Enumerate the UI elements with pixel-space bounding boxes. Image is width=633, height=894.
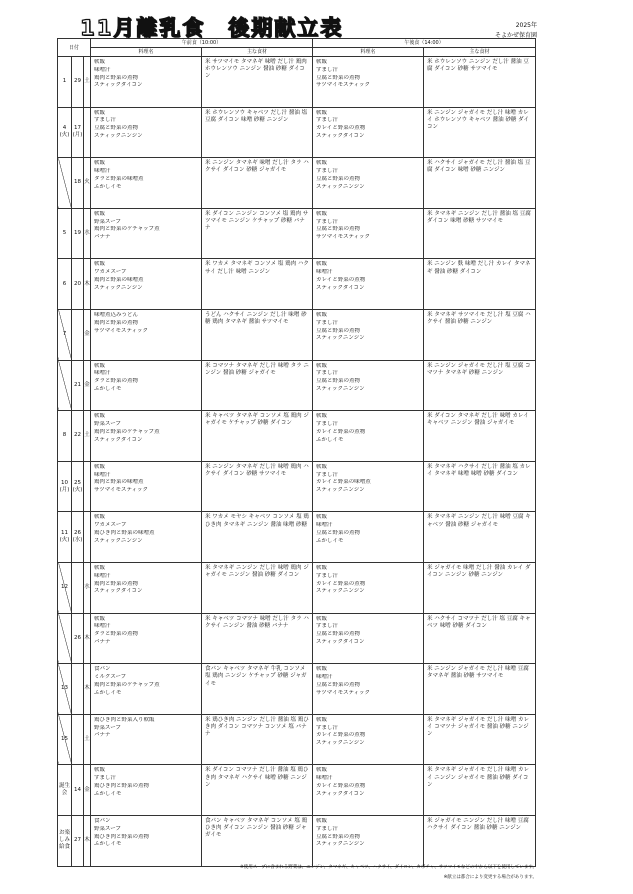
lunch-dish: すまし汁 <box>94 117 117 124</box>
lunch-dish: 食パン <box>94 817 111 824</box>
snack-menu-cell <box>313 512 424 563</box>
lunch-menu-cell <box>91 360 202 411</box>
snack-ingredients-cell: 米 ニンジン ジャガイモ だし汁 味噌 豆腐 タマネギ 醤油 砂糖 サツマイモ <box>424 664 536 715</box>
snack-ingredients-cell: 米 ホウレンソウ ニンジン だし汁 醤油 豆腐 ダイコン 砂糖 サツマイモ <box>424 57 536 108</box>
lunch-dish: ふかしイモ <box>94 385 122 392</box>
lunch-menu-cell <box>91 765 202 816</box>
lunch-dish: 野菜スープ <box>94 825 121 832</box>
weekday-cell: 金 <box>84 309 91 360</box>
snack-dish: 味噌汁 <box>316 775 333 782</box>
date-cell: 13 <box>58 664 72 715</box>
lunch-dish: 鶏ひき肉と野菜の煮物 <box>94 782 150 789</box>
menu-row <box>58 208 536 259</box>
lunch-ingredients-cell: 米 ニンジン タマネギ 味噌 だし汁 タラ ハクサイ ダイコン 砂糖 ジャガイモ <box>202 158 313 209</box>
snack-dish: 豆腐と野菜の煮物 <box>316 327 361 334</box>
snack-menu-cell <box>313 815 424 866</box>
lunch-dish: タラと野菜の味噌煮 <box>94 175 144 182</box>
lunch-dish: 鶏肉と野菜の味噌煮 <box>94 479 144 486</box>
snack-dish: すまし汁 <box>316 572 339 579</box>
menu-table <box>57 38 535 867</box>
lunch-menu-cell <box>91 411 202 462</box>
lunch-dish: 鶏肉と野菜の煮物 <box>94 580 139 587</box>
snack-dish: すまし汁 <box>316 66 339 73</box>
snack-dish: 豆腐と野菜の煮物 <box>316 681 361 688</box>
lunch-dish: 味噌汁 <box>94 167 111 174</box>
day-cell <box>72 714 84 765</box>
snack-menu-cell <box>313 309 424 360</box>
snack-dish: カレイと野菜の煮物 <box>316 428 366 435</box>
snack-dish: 味噌汁 <box>316 269 333 276</box>
lunch-dish: ふかしイモ <box>94 183 122 190</box>
snack-dish: 味噌汁 <box>316 673 333 680</box>
weekday-cell: 金 <box>84 360 91 411</box>
date-cell <box>58 360 72 411</box>
day-cell <box>72 309 84 360</box>
lunch-dish: 軟飯 <box>94 261 106 268</box>
snack-ingredients-cell: 米 タマネギ ニンジン だし汁 味噌 豆腐 キャベツ 醤油 砂糖 ジャガイモ <box>424 512 536 563</box>
menu-row <box>58 461 536 512</box>
lunch-dish: 鶏肉と野菜の煮物 <box>94 74 139 81</box>
date-cell: 誕生会 <box>58 765 72 816</box>
lunch-menu-cell <box>91 815 202 866</box>
date-cell: 11 (火) <box>58 512 72 563</box>
snack-menu-cell <box>313 107 424 158</box>
header-lunch-ingredients: 主な食材 <box>202 48 313 57</box>
weekday-cell <box>84 107 91 158</box>
snack-dish: 軟飯 <box>316 59 328 65</box>
snack-dish: 豆腐と野菜の煮物 <box>316 378 361 385</box>
footnote-notice: ※献立は都合により変更する場合があります。 <box>443 875 537 880</box>
page-title: 11月離乳食 後期献立表 <box>80 16 344 40</box>
weekday-cell: 水 <box>84 562 91 613</box>
snack-dish: 軟飯 <box>316 413 328 420</box>
lunch-dish: 豆腐と野菜の煮物 <box>94 125 139 132</box>
day-cell: 29 <box>72 57 84 108</box>
lunch-menu-cell <box>91 512 202 563</box>
snack-menu-cell <box>313 765 424 816</box>
snack-dish: 豆腐と野菜の煮物 <box>316 74 361 81</box>
lunch-dish: 軟飯 <box>94 564 106 571</box>
day-cell: 14 <box>72 765 84 816</box>
date-cell: 1 <box>58 57 72 108</box>
lunch-dish: タラと野菜の煮物 <box>94 631 139 638</box>
lunch-dish: すまし汁 <box>94 775 117 782</box>
lunch-dish: 鶏肉と野菜の煮物 <box>94 319 139 326</box>
day-cell: 20 <box>72 259 84 310</box>
snack-dish: すまし汁 <box>316 471 339 478</box>
day-cell: 26 (水) <box>72 512 84 563</box>
lunch-dish: 軟飯 <box>94 767 106 774</box>
lunch-menu-cell <box>91 664 202 715</box>
snack-dish: 味噌汁 <box>316 522 333 529</box>
lunch-dish: 軟飯 <box>94 413 106 420</box>
lunch-menu-cell <box>91 461 202 512</box>
lunch-ingredients-cell: 米 鶏ひき肉 ニンジン だし汁 醤油 塩 鶏ひき肉 ダイコン コマツナ コンソメ 塩 バナナ <box>202 714 313 765</box>
lunch-ingredients-cell: 米 タマネギ ニンジン だし汁 味噌 鶏肉 ジャガイモ ニンジン 醤油 砂糖 ダイコン <box>202 562 313 613</box>
lunch-dish: 味噌汁 <box>94 66 111 73</box>
lunch-ingredients-cell: 米 サツマイモ タマネギ 味噌 だし汁 鶏肉 ホウレンソウ ニンジン 醤油 砂糖 ダイコン <box>202 57 313 108</box>
lunch-menu-cell <box>91 107 202 158</box>
lunch-dish: 鶏肉と野菜のケチャップ煮 <box>94 681 160 688</box>
snack-ingredients-cell: 米 タマネギ ニンジン だし汁 醤油 塩 豆腐 ダイコン 味噌 砂糖 サツマイモ <box>424 208 536 259</box>
lunch-dish: 鶏肉と野菜の味噌煮 <box>94 276 144 283</box>
snack-dish: すまし汁 <box>316 218 339 225</box>
lunch-dish: バナナ <box>94 638 111 645</box>
snack-ingredients-cell: 米 タマネギ サツマイモ だし汁 塩 豆腐 ハクサイ 醤油 砂糖 ニンジン <box>424 309 536 360</box>
lunch-menu-cell <box>91 208 202 259</box>
day-cell: 22 <box>72 411 84 462</box>
snack-dish: カレイと野菜の煮物 <box>316 732 366 739</box>
lunch-ingredients-cell: 米 ニンジン タマネギ だし汁 味噌 鶏肉 ハクサイ ダイコン 砂糖 サツマイモ <box>202 461 313 512</box>
lunch-dish: スティックダイコン <box>94 82 143 89</box>
menu-row <box>58 158 536 209</box>
menu-row <box>58 259 536 310</box>
menu-row <box>58 360 536 411</box>
header-snack-menu: 料理名 <box>313 48 424 57</box>
lunch-dish: スティックダイコン <box>94 588 143 595</box>
snack-menu-cell <box>313 360 424 411</box>
day-cell <box>72 562 84 613</box>
snack-dish: スティックニンジン <box>316 841 365 848</box>
header-snack: 午後食（14:00） <box>313 39 536 48</box>
day-cell: 17 (月) <box>72 107 84 158</box>
weekday-cell: 土 <box>84 411 91 462</box>
snack-dish: すまし汁 <box>316 370 339 377</box>
snack-dish: すまし汁 <box>316 420 339 427</box>
lunch-dish: ワカメスープ <box>94 522 127 529</box>
snack-menu-cell <box>313 714 424 765</box>
date-cell: 5 <box>58 208 72 259</box>
lunch-menu-cell <box>91 613 202 664</box>
snack-dish: すまし汁 <box>316 724 339 731</box>
snack-dish: 軟飯 <box>316 160 328 167</box>
lunch-ingredients-cell: 米 ワカメ モヤシ キャベツ コンソメ 塩 鶏ひき肉 タマネギ ニンジン 醤油 味噌 砂糖 <box>202 512 313 563</box>
lunch-dish: 野菜スープ <box>94 218 121 225</box>
day-cell: 25 (火) <box>72 461 84 512</box>
lunch-dish: ふかしイモ <box>94 790 122 797</box>
lunch-dish: ふかしイモ <box>94 841 122 848</box>
lunch-dish: 味噌汁 <box>94 623 111 630</box>
lunch-dish: 鶏ひき肉と野菜入り軟飯 <box>94 716 155 723</box>
date-cell: 15 <box>58 714 72 765</box>
lunch-dish: ふかしイモ <box>94 689 122 696</box>
snack-ingredients-cell: 米 ニンジン ジャガイモ だし汁 味噌 カレイ ホウレンソウ キャベツ 醤油 砂糖 ダイコン <box>424 107 536 158</box>
weekday-cell <box>84 461 91 512</box>
menu-row <box>58 613 536 664</box>
snack-dish: ふかしイモ <box>316 436 344 443</box>
menu-row <box>58 309 536 360</box>
menu-row <box>58 714 536 765</box>
lunch-dish: 食パン <box>94 666 111 673</box>
snack-dish: スティックダイコン <box>316 638 365 645</box>
snack-dish: カレイと野菜の煮物 <box>316 782 366 789</box>
menu-row <box>58 664 536 715</box>
day-cell <box>72 664 84 715</box>
lunch-dish: 味噌汁 <box>94 471 111 478</box>
weekday-cell: 水 <box>84 208 91 259</box>
snack-menu-cell <box>313 613 424 664</box>
snack-ingredients-cell: 米 ハクサイ コマツナ だし汁 塩 豆腐 キャベツ 味噌 砂糖 ダイコン <box>424 613 536 664</box>
lunch-menu-cell <box>91 158 202 209</box>
snack-dish: スティックニンジン <box>316 385 365 392</box>
lunch-dish: 野菜スープ <box>94 420 121 427</box>
snack-dish: 軟飯 <box>316 463 328 470</box>
date-cell <box>58 158 72 209</box>
snack-ingredients-cell: 米 ジャガイモ ニンジン だし汁 味噌 豆腐 ハクサイ ダイコン 醤油 砂糖 ニンジン <box>424 815 536 866</box>
day-cell: 19 <box>72 208 84 259</box>
lunch-dish: 軟飯 <box>94 362 106 369</box>
snack-dish: スティックニンジン <box>316 740 365 747</box>
date-cell: 8 <box>58 411 72 462</box>
snack-dish: 軟飯 <box>316 261 328 268</box>
lunch-ingredients-cell: 米 キャベツ コマツナ 味噌 だし汁 タラ ハクサイ ニンジン 醤油 砂糖 バナナ <box>202 613 313 664</box>
lunch-dish: スティックダイコン <box>94 436 143 443</box>
snack-dish: カレイと野菜の煮物 <box>316 276 366 283</box>
lunch-menu-cell <box>91 57 202 108</box>
snack-menu-cell <box>313 208 424 259</box>
snack-menu-cell <box>313 411 424 462</box>
snack-dish: サツマイモスティック <box>316 234 371 241</box>
lunch-dish: タラと野菜の煮物 <box>94 378 139 385</box>
lunch-dish: ミルクスープ <box>94 673 127 680</box>
snack-dish: 軟飯 <box>316 311 328 318</box>
lunch-ingredients-cell: うどん ハクサイ ニンジン だし汁 味噌 砂糖 鶏肉 タマネギ 醤油 サツマイモ <box>202 309 313 360</box>
lunch-ingredients-cell: 米 ダイコン コマツナ だし汁 醤油 塩 鶏ひき肉 タマネギ ハクサイ 味噌 砂糖 ニンジン <box>202 765 313 816</box>
lunch-dish: スティックニンジン <box>94 537 143 544</box>
snack-dish: 豆腐と野菜の煮物 <box>316 226 361 233</box>
weekday-cell: 木 <box>84 613 91 664</box>
weekday-cell: 木 <box>84 664 91 715</box>
lunch-menu-cell <box>91 562 202 613</box>
lunch-dish: 軟飯 <box>94 615 106 622</box>
snack-ingredients-cell: 米 ダイコン タマネギ だし汁 味噌 カレイ キャベツ ニンジン 醤油 ジャガイモ <box>424 411 536 462</box>
snack-dish: 軟飯 <box>316 666 328 673</box>
lunch-dish: サツマイモスティック <box>94 327 149 334</box>
snack-ingredients-cell: 米 タマネギ ハクサイ だし汁 醤油 塩 カレイ タマネギ 味噌 味噌 砂糖 ダイコン <box>424 461 536 512</box>
lunch-dish: ワカメスープ <box>94 269 127 276</box>
snack-dish: 軟飯 <box>316 210 328 217</box>
snack-dish: 豆腐と野菜の煮物 <box>316 631 361 638</box>
snack-dish: カレイと野菜の煮物 <box>316 580 366 587</box>
lunch-dish: 鶏肉と野菜のケチャップ煮 <box>94 226 160 233</box>
snack-dish: ふかしイモ <box>316 537 344 544</box>
snack-dish: スティックダイコン <box>316 132 365 139</box>
weekday-cell: 木 <box>84 259 91 310</box>
lunch-dish: 味噌汁 <box>94 572 111 579</box>
snack-menu-cell <box>313 158 424 209</box>
snack-dish: 軟飯 <box>316 615 328 622</box>
lunch-ingredients-cell: 食パン キャベツ タマネギ コンソメ 塩 鶏ひき肉 ダイコン ニンジン 醤油 砂糖 ジャガイモ <box>202 815 313 866</box>
weekday-cell: 火 <box>84 158 91 209</box>
snack-menu-cell <box>313 259 424 310</box>
menu-row <box>58 512 536 563</box>
snack-dish: 軟飯 <box>316 767 328 774</box>
footnote: ※使用スープに含まれる野菜は、ニンジン、タマネギ、キャベツ、ハクサイ、ダイコン、カボチャ、サツマイモなどの中から以下を使用しています。 <box>239 865 537 870</box>
lunch-ingredients-cell: 食パン キャベツ タマネギ 牛乳 コンソメ 塩 鶏肉 ニンジン ケチャップ 砂糖 ジャガイモ <box>202 664 313 715</box>
day-cell: 27 <box>72 815 84 866</box>
lunch-ingredients-cell: 米 ダイコン ニンジン コンソメ 塩 鶏肉 サツマイモ ニンジン ケチャップ 砂糖 バナナ <box>202 208 313 259</box>
snack-dish: すまし汁 <box>316 623 339 630</box>
lunch-dish: 鶏ひき肉と野菜の煮物 <box>94 833 150 840</box>
snack-dish: すまし汁 <box>316 319 339 326</box>
weekday-cell <box>84 512 91 563</box>
header-lunch-menu: 料理名 <box>91 48 202 57</box>
lunch-dish: スティックニンジン <box>94 132 143 139</box>
menu-row <box>58 57 536 108</box>
lunch-menu-cell <box>91 259 202 310</box>
lunch-ingredients-cell: 米 ワカメ タマネギ コンソメ 塩 鶏肉 ハクサイ だし汁 味噌 ニンジン <box>202 259 313 310</box>
header-snack-ingredients: 主な食材 <box>424 48 536 57</box>
day-cell: 18 <box>72 158 84 209</box>
snack-dish: カレイと野菜の煮物 <box>316 125 366 132</box>
date-cell: 10 (月) <box>58 461 72 512</box>
snack-dish: 軟飯 <box>316 362 328 369</box>
lunch-dish: 軟飯 <box>94 160 106 167</box>
snack-dish: 軟飯 <box>316 109 328 116</box>
snack-dish: スティックニンジン <box>316 588 365 595</box>
snack-dish: スティックダイコン <box>316 790 365 797</box>
snack-dish: スティックダイコン <box>316 284 365 291</box>
menu-row <box>58 411 536 462</box>
snack-dish: サツマイモスティック <box>316 689 371 696</box>
lunch-ingredients-cell: 米 コマツナ タマネギ だし汁 味噌 タラ ニンジン 醤油 砂糖 ジャガイモ <box>202 360 313 411</box>
lunch-dish: 鶏肉と野菜のケチャップ煮 <box>94 428 160 435</box>
lunch-dish: 味噌煮込みうどん <box>94 311 139 318</box>
snack-dish: すまし汁 <box>316 825 339 832</box>
date-cell <box>58 613 72 664</box>
weekday-cell: 土 <box>84 57 91 108</box>
date-cell: 7 <box>58 309 72 360</box>
date-cell: お楽しみ給食 <box>58 815 72 866</box>
lunch-dish: 味噌汁 <box>94 370 111 377</box>
lunch-dish: バナナ <box>94 234 111 241</box>
snack-ingredients-cell: 米 タマネギ ジャガイモ だし汁 味噌 カレイ ニンジン ジャガイモ 醤油 砂糖 ダイコン <box>424 765 536 816</box>
snack-dish: 軟飯 <box>316 716 328 723</box>
lunch-dish: 軟飯 <box>94 463 106 470</box>
header-lunch: 午前食（10:00） <box>91 39 313 48</box>
menu-rows <box>58 57 536 867</box>
date-cell: 6 <box>58 259 72 310</box>
lunch-dish: 鶏ひき肉と野菜の味噌煮 <box>94 529 155 536</box>
snack-ingredients-cell: 米 タマネギ ジャガイモ だし汁 味噌 カレイ コマツナ ジャガイモ 醤油 砂糖 ニンジン <box>424 714 536 765</box>
date-cell: 4 (火) <box>58 107 72 158</box>
facility-name: そよかぜ保育園 <box>494 32 537 39</box>
snack-dish: スティックニンジン <box>316 183 365 190</box>
snack-dish: すまし汁 <box>316 167 339 174</box>
snack-dish: カレイと野菜の味噌煮 <box>316 479 371 486</box>
lunch-dish: バナナ <box>94 732 111 739</box>
snack-ingredients-cell: 米 ニンジン 麩 味噌 だし汁 カレイ タマネギ 醤油 砂糖 ダイコン <box>424 259 536 310</box>
snack-dish: サツマイモスティック <box>316 82 371 89</box>
lunch-menu-cell <box>91 714 202 765</box>
snack-dish: 軟飯 <box>316 817 328 824</box>
weekday-cell: 土 <box>84 714 91 765</box>
date-cell: 12 <box>58 562 72 613</box>
snack-dish: 軟飯 <box>316 564 328 571</box>
lunch-dish: サツマイモスティック <box>94 487 149 494</box>
snack-dish: スティックニンジン <box>316 487 365 494</box>
snack-dish: 豆腐と野菜の煮物 <box>316 833 361 840</box>
lunch-dish: 軟飯 <box>94 109 106 116</box>
day-cell: 21 <box>72 360 84 411</box>
lunch-dish: 軟飯 <box>94 210 106 217</box>
snack-menu-cell <box>313 57 424 108</box>
snack-menu-cell <box>313 562 424 613</box>
snack-menu-cell <box>313 461 424 512</box>
weekday-cell: 金 <box>84 765 91 816</box>
snack-ingredients-cell: 米 ニンジン ジャガイモ だし汁 塩 豆腐 コマツナ タマネギ 砂糖 ニンジン <box>424 360 536 411</box>
lunch-ingredients-cell: 米 キャベツ タマネギ コンソメ 塩 鶏肉 ジャガイモ ケチャップ 砂糖 ダイコン <box>202 411 313 462</box>
menu-row <box>58 107 536 158</box>
lunch-dish: スティックニンジン <box>94 284 143 291</box>
lunch-ingredients-cell: 米 ホウレンソウ キャベツ だし汁 醤油 塩 豆腐 ダイコン 味噌 砂糖 ニンジン <box>202 107 313 158</box>
menu-row <box>58 562 536 613</box>
lunch-menu-cell <box>91 309 202 360</box>
snack-dish: 豆腐と野菜の煮物 <box>316 529 361 536</box>
lunch-dish: 軟飯 <box>94 514 106 521</box>
weekday-cell: 木 <box>84 815 91 866</box>
day-cell: 26 <box>72 613 84 664</box>
snack-dish: 軟飯 <box>316 514 328 521</box>
snack-dish: スティックニンジン <box>316 335 365 342</box>
snack-dish: 豆腐と野菜の煮物 <box>316 175 361 182</box>
lunch-dish: 軟飯 <box>94 59 106 65</box>
snack-menu-cell <box>313 664 424 715</box>
menu-row <box>58 815 536 866</box>
snack-dish: すまし汁 <box>316 117 339 124</box>
lunch-dish: 野菜スープ <box>94 724 121 731</box>
snack-ingredients-cell: 米 ハクサイ ジャガイモ だし汁 醤油 塩 豆腐 ダイコン 味噌 砂糖 ニンジン <box>424 158 536 209</box>
year-label: 2025年 <box>515 22 537 29</box>
header-date: 日付 <box>58 39 91 57</box>
menu-row <box>58 765 536 816</box>
snack-ingredients-cell: 米 ジャガイモ 味噌 だし汁 醤油 カレイ ダイコン ニンジン 砂糖 ニンジン <box>424 562 536 613</box>
